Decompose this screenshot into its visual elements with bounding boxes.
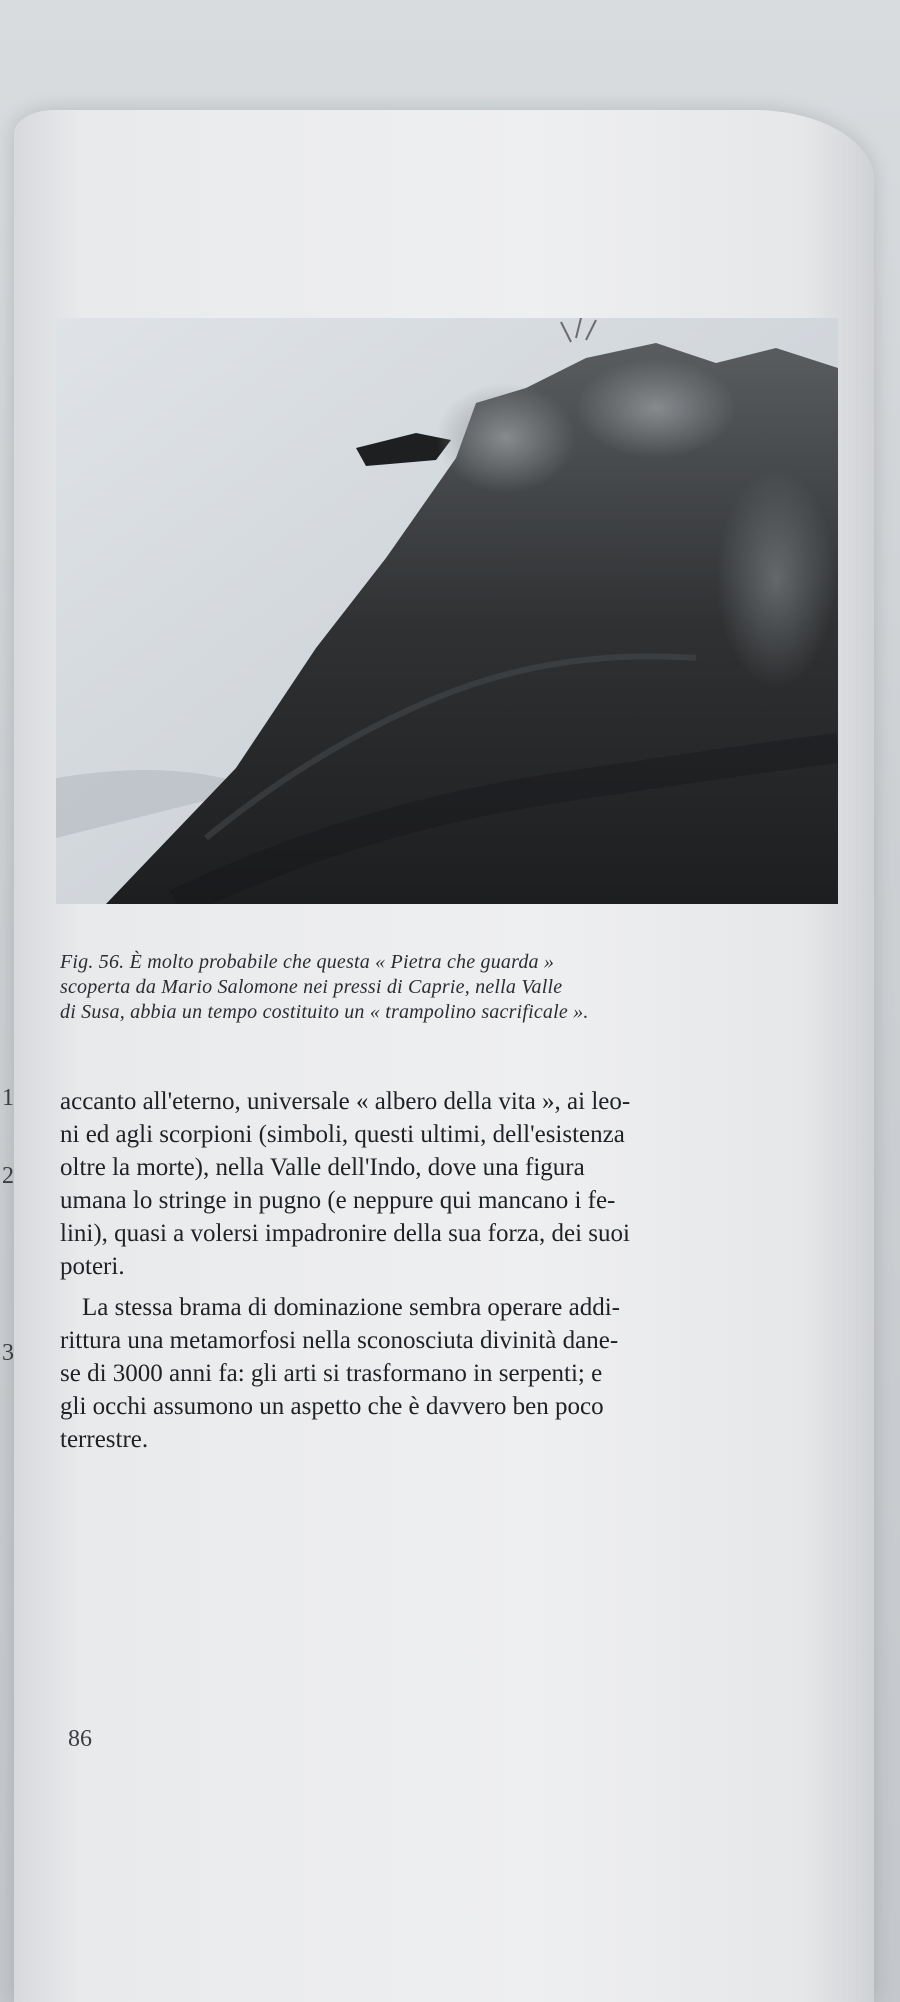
- rock-photograph-drawing: [56, 318, 838, 904]
- text-line: oltre la morte), nella Valle dell'Indo, dove una figura: [60, 1154, 585, 1181]
- rock-photograph: [56, 318, 838, 904]
- text-line: se di 3000 anni fa: gli arti si trasformano in serpenti; e: [60, 1360, 603, 1387]
- page-number: 86: [68, 1726, 92, 1752]
- caption-line: di Susa, abbia un tempo costituito un « trampolino sacrificale ».: [60, 1001, 589, 1023]
- caption-line: Fig. 56. È molto probabile che questa « Pietra che guarda »: [60, 951, 555, 973]
- text-line: ni ed agli scorpioni (simboli, questi ultimi, dell'esistenza: [60, 1121, 625, 1148]
- margin-note-1: 1: [2, 1085, 14, 1111]
- text-line: umana lo stringe in pugno (e neppure qui mancano i fe-: [60, 1187, 616, 1214]
- text-line: accanto all'eterno, universale « albero della vita », ai leo-: [60, 1088, 631, 1115]
- text-line: gli occhi assumono un aspetto che è davvero ben poco: [60, 1393, 604, 1420]
- figure-caption: [60, 950, 870, 1025]
- text-line: terrestre.: [60, 1426, 149, 1453]
- text-line: La stessa brama di dominazione sembra operare addi-: [82, 1294, 620, 1321]
- text-line: lini), quasi a volersi impadronire della sua forza, dei suoi: [60, 1220, 630, 1247]
- margin-note-2: 2: [2, 1163, 14, 1189]
- body-text: [60, 1085, 875, 1456]
- margin-note-3: 3: [2, 1340, 14, 1366]
- text-line: poteri.: [60, 1253, 125, 1280]
- text-line: rittura una metamorfosi nella sconosciuta divinità dane-: [60, 1327, 619, 1354]
- caption-line: scoperta da Mario Salomone nei pressi di Caprie, nella Valle: [60, 976, 563, 998]
